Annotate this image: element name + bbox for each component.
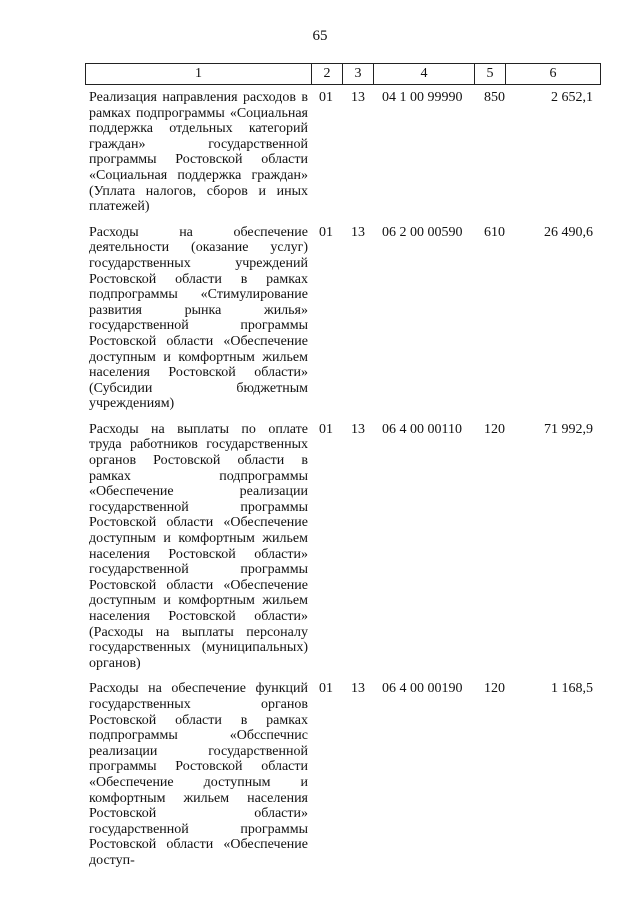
row-expense-type: 610 (484, 224, 505, 240)
row-expense-type: 120 (484, 681, 505, 697)
row-subsection-code: 13 (351, 224, 365, 240)
row-amount: 1 168,5 (551, 681, 593, 697)
table-row (85, 681, 601, 868)
row-target-article: 06 4 00 00110 (382, 421, 462, 437)
row-description: Реализация направления расходов в рамках подпрограммы «Социальная поддержка отдельных категорий граждан» государственной программы Ростовской области «Социальная поддержка граждан» (Уплата налогов, сборов и иных платежей) (89, 90, 308, 215)
table-header (85, 63, 601, 85)
page-number: 65 (312, 28, 328, 44)
row-amount: 26 490,6 (544, 224, 593, 240)
row-description: Расходы на выплаты по оплате труда работников государственных органов Ростовской области в рамках подпрограммы «Обеспечение реализации государственной программы Ростовской области «Обеспечение доступным и комфортным жильем населения Ростовской области» государственной программы Ростовской области «Обеспечение доступным и комфортным жильем населения Ростовской области» (Расходы на выплаты персоналу государственных (муниципальных) органов) (89, 421, 308, 671)
table-row (85, 90, 601, 215)
header-col-6: 6 (506, 64, 601, 85)
row-target-article: 06 4 00 00190 (382, 681, 463, 697)
row-amount: 71 992,9 (544, 421, 593, 437)
row-section-code: 01 (319, 421, 333, 437)
row-expense-type: 850 (484, 90, 505, 105)
header-col-5: 5 (475, 64, 506, 85)
table-body (85, 90, 601, 879)
row-description: Расходы на обеспечение функций государственных органов Ростовской области в рамках подпрограммы «Обсспечнис реализации государственной программы Ростовской области «Обеспечение доступным и комфортным жильем населения Ростовской области» государственной программы Ростовской области «Обеспечение доступ- (89, 681, 308, 868)
header-col-2: 2 (312, 64, 343, 85)
table-row (85, 422, 601, 672)
header-col-3: 3 (343, 64, 374, 85)
row-subsection-code: 13 (351, 90, 365, 105)
row-amount: 2 652,1 (551, 90, 593, 105)
header-col-4: 4 (374, 64, 475, 85)
row-expense-type: 120 (484, 421, 505, 437)
row-subsection-code: 13 (351, 681, 365, 697)
row-section-code: 01 (319, 224, 333, 240)
row-target-article: 06 2 00 00590 (382, 224, 463, 240)
row-description: Расходы на обеспечение деятельности (оказание услуг) государственных учреждений Ростовской области в рамках подпрограммы «Стимулирование развития рынка жилья» государственной программы Ростовской области «Обеспечение доступным и комфортным жильем населения Ростовской области» (Субсидии бюджетным учреждениям) (89, 224, 308, 412)
row-subsection-code: 13 (351, 421, 365, 437)
row-section-code: 01 (319, 681, 333, 697)
header-col-1: 1 (86, 64, 312, 85)
table-row (85, 225, 601, 412)
row-target-article: 04 1 00 99990 (382, 90, 463, 105)
header-row (86, 64, 601, 85)
row-section-code: 01 (319, 90, 333, 105)
